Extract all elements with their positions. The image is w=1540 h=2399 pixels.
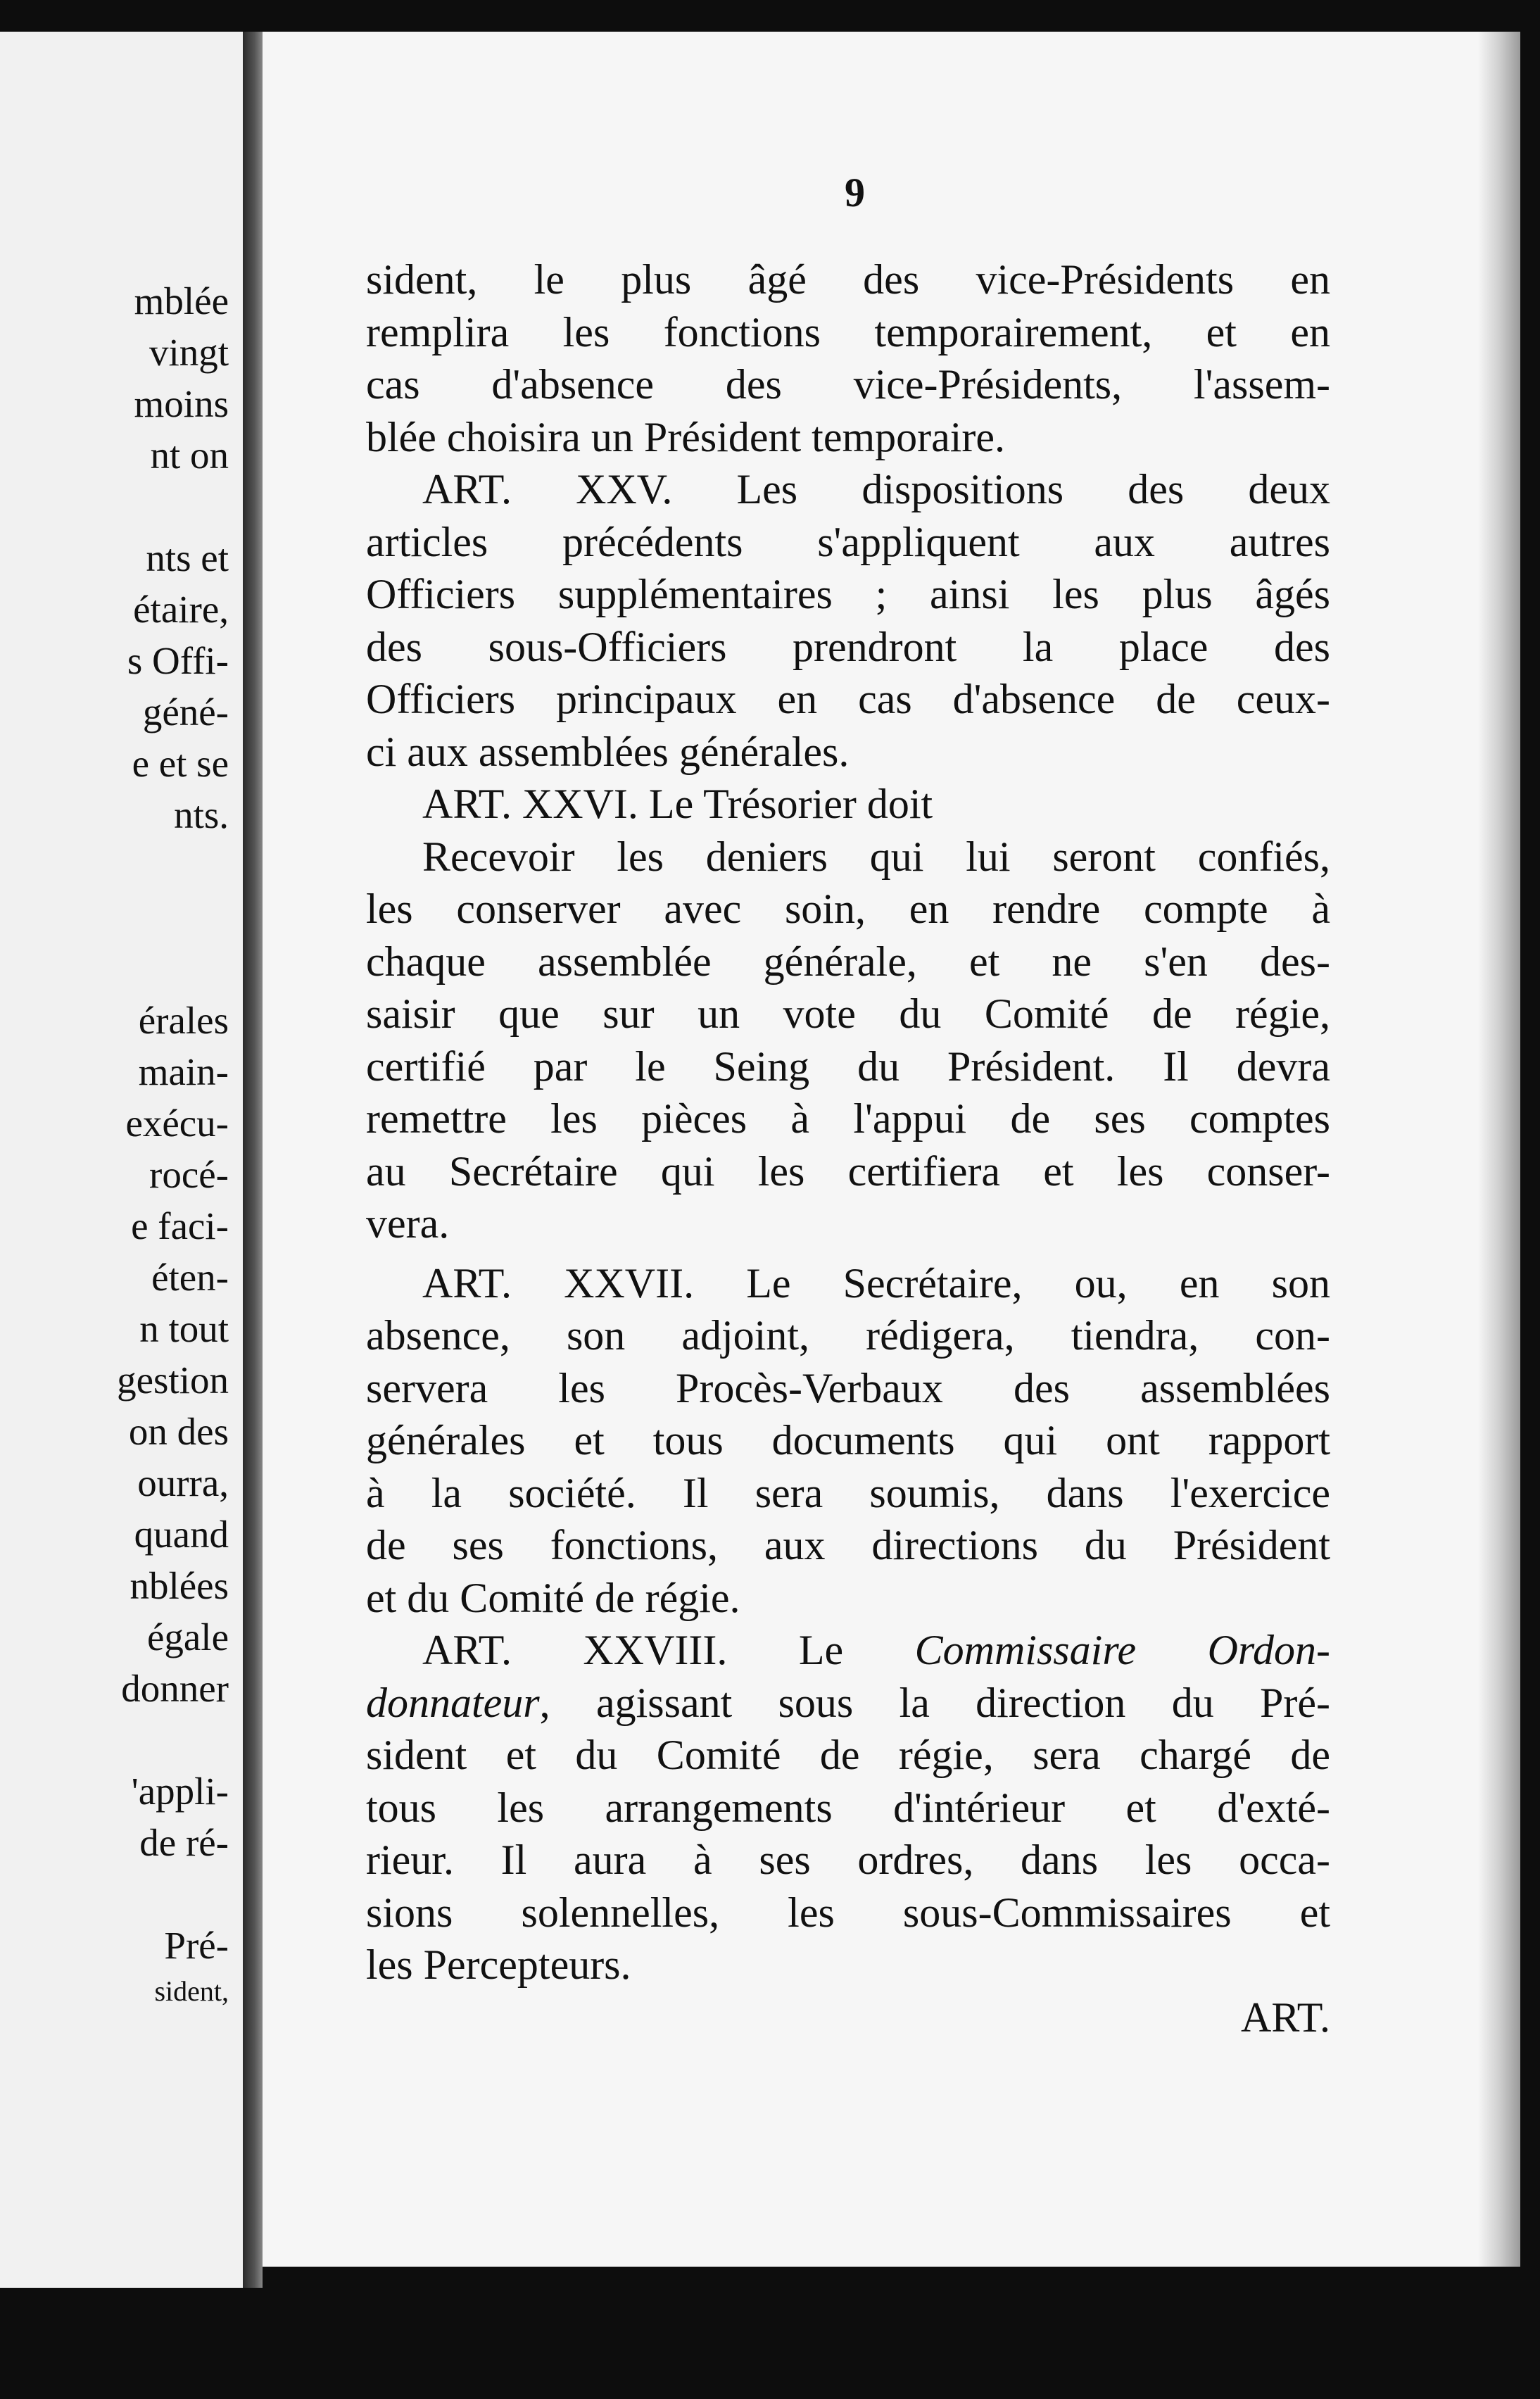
left-page-line: quand [134,1513,229,1556]
left-page-line: éten- [151,1256,229,1299]
text-line: chaque assemblée générale, et ne s'en des- [366,938,1330,985]
text-line: absence, son adjoint, rédigera, tiendra, con- [366,1312,1330,1359]
text-line: au Secrétaire qui les certifiera et les conser- [366,1147,1330,1195]
text-line: générales et tous documents qui ont rapport [366,1417,1330,1463]
left-page-line: érales [138,999,229,1042]
text-line: certifié par le Seing du Président. Il devra [366,1043,1330,1090]
text-line: rieur. Il aura à ses ordres, dans les occa- [366,1837,1330,1883]
left-page-line: ourra, [137,1461,229,1504]
article-text-block [366,253,1330,2044]
text-line: ART. XXVII. Le Secrétaire, ou, en son [422,1259,1330,1306]
text-line: remplira les fonctions temporairement, et en [366,308,1330,355]
text-line: ART. XXVI. Le Trésorier doit [422,781,933,827]
left-page-line: 'appli- [131,1770,229,1813]
page-number: 9 [845,170,865,215]
text-line: les Percepteurs. [366,1941,631,1988]
text-line: sident et du Comité de régie, sera chargé de [366,1732,1330,1778]
left-page-line: on des [128,1410,229,1453]
left-page-line: géné- [142,691,229,733]
text-line: ART. [1241,1994,1330,2041]
text-line: sident, le plus âgé des vice-Présidents en [366,256,1330,303]
left-facing-page [0,32,243,2288]
text-line: saisir que sur un vote du Comité de régie, [366,990,1330,1037]
text-line: blée choisira un Président temporaire. [366,413,1006,460]
text-line: articles précédents s'appliquent aux autres [366,518,1330,565]
left-page-line: nt on [150,434,229,477]
left-page-line: sident, [154,1975,229,2007]
left-page-line: e et se [132,742,229,785]
text-line: remettre les pièces à l'appui de ses comptes [366,1095,1330,1142]
left-page-line: Pré- [164,1924,229,1967]
text-line: cas d'absence des vice-Présidents, l'assem- [366,361,1330,408]
left-page-line: s Offi- [127,639,229,682]
left-page-line: main- [138,1050,229,1093]
left-page-line: étaire, [133,588,229,631]
left-page-line: n tout [139,1307,229,1350]
text-line: les conserver avec soin, en rendre compte à [366,886,1330,932]
left-page-line: nts et [146,536,229,579]
page-edge [1478,32,1520,2267]
left-page-line: moins [134,382,229,425]
text-line [366,1677,1330,1730]
text-line: Officiers supplémentaires ; ainsi les plus âgés [366,571,1330,617]
text-line: à la société. Il sera soumis, dans l'exercice [366,1469,1330,1516]
left-page-line: mblée [134,279,229,322]
left-page-line: e faci- [131,1204,229,1247]
left-page-line: nblées [130,1564,229,1607]
left-page-line: égale [146,1616,229,1658]
italic-term: Commissaire Ordon- [914,1627,1330,1673]
left-page-line: de ré- [139,1821,229,1864]
left-page-line: vingt [149,331,229,374]
text-line: Officiers principaux en cas d'absence de ceux- [366,676,1330,722]
italic-term: donnateur [366,1679,540,1726]
line-text: ART. XXVIII. Le [422,1627,915,1673]
line-text: , agissant sous la direction du Pré- [539,1679,1330,1726]
text-line [366,1624,1330,1677]
text-line: vera. [366,1200,450,1247]
text-line: et du Comité de régie. [366,1574,740,1621]
left-page-line: donner [121,1667,229,1710]
text-line: de ses fonctions, aux directions du Président [366,1522,1330,1568]
left-page-line: gestion [117,1359,229,1402]
book-gutter [243,32,263,2288]
text-line: ART. XXV. Les dispositions des deux [422,466,1330,512]
text-line: sions solennelles, les sous-Commissaires et [366,1889,1330,1936]
text-line: servera les Procès-Verbaux des assemblées [366,1364,1330,1411]
left-page-line: rocé- [149,1153,229,1196]
text-line: tous les arrangements d'intérieur et d'exté- [366,1784,1330,1831]
left-page-line: exécu- [125,1102,229,1145]
text-line: ci aux assemblées générales. [366,728,850,775]
text-line: Recevoir les deniers qui lui seront confiés, [422,833,1330,880]
text-line: des sous-Officiers prendront la place des [366,623,1330,670]
left-page-line: nts. [174,793,229,836]
